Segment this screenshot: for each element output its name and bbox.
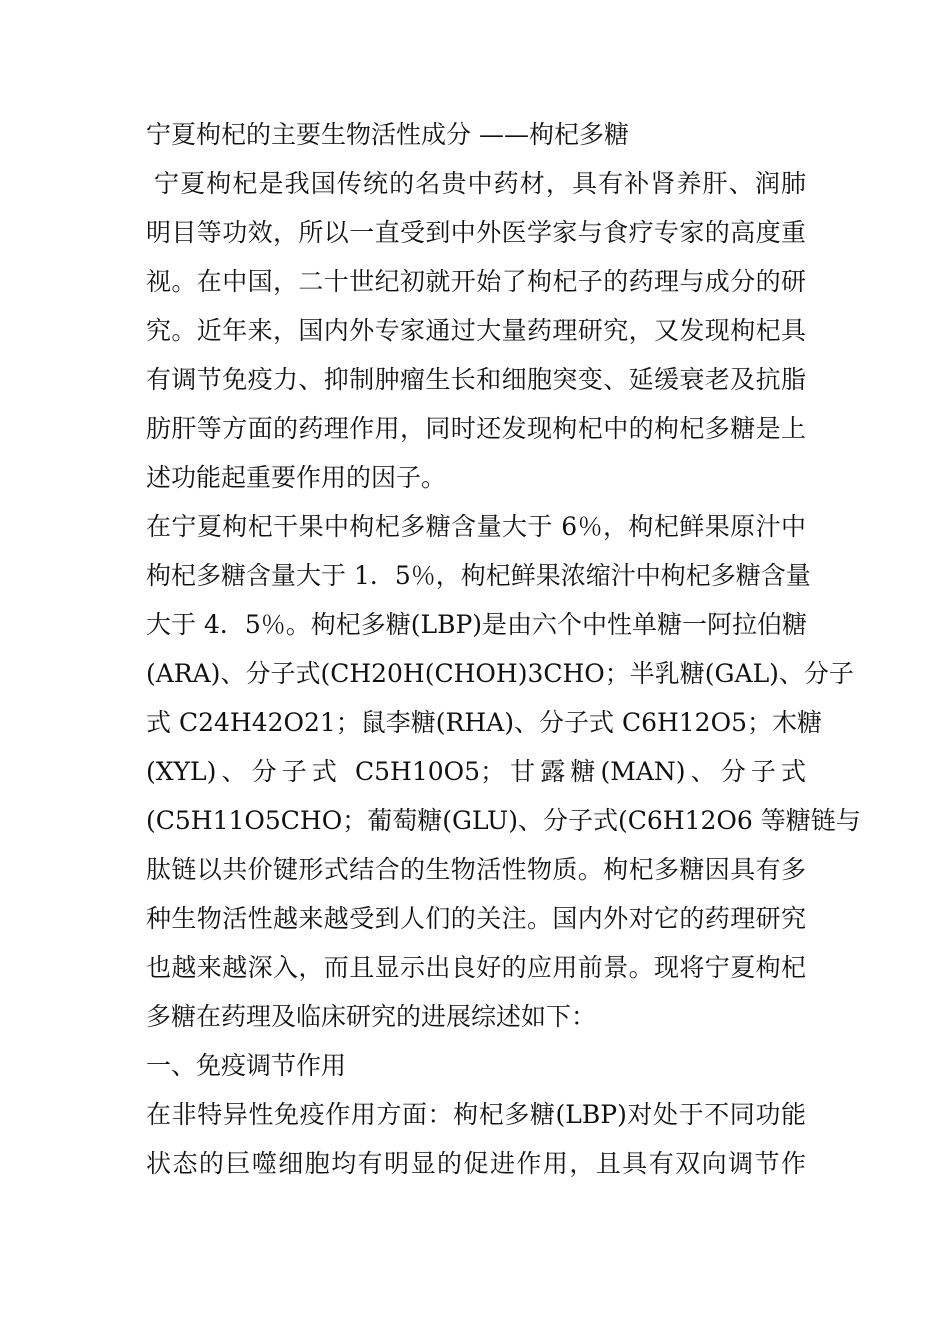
- section-heading: 一、免疫调节作用: [146, 1051, 347, 1080]
- paragraph-line: 肪肝等方面的药理作用，同时还发现枸杞中的枸杞多糖是上: [146, 414, 806, 443]
- paragraph-line: 述功能起重要作用的因子。: [146, 463, 447, 492]
- paragraph-line: (C5H11O5CHO；葡萄糖(GLU)、分子式(C6H12O6 等糖链与: [146, 806, 861, 835]
- paragraph-line: 究。近年来，国内外专家通过大量药理研究，又发现枸杞具: [146, 316, 806, 345]
- paragraph-line: 大于 4．5％。枸杞多糖(LBP)是由六个中性单糖一阿拉伯糖: [146, 610, 808, 639]
- paragraph-line: 在非特异性免疫作用方面：枸杞多糖(LBP)对处于不同功能: [146, 1100, 806, 1129]
- document-body: [146, 110, 861, 1188]
- paragraph-line: 枸杞多糖含量大于 1．5％，枸杞鲜果浓缩汁中枸杞多糖含量: [146, 561, 811, 590]
- paragraph-line: 种生物活性越来越受到人们的关注。国内外对它的药理研究: [146, 904, 806, 933]
- paragraph-line: 状态的巨噬细胞均有明显的促进作用，且具有双向调节作: [146, 1149, 806, 1178]
- paragraph-line: 肽链以共价键形式结合的生物活性物质。枸杞多糖因具有多: [146, 855, 806, 884]
- paragraph-line: 在宁夏枸杞干果中枸杞多糖含量大于 6％，枸杞鲜果原汁中: [146, 512, 806, 541]
- paragraph-line: 多糖在药理及临床研究的进展综述如下：: [146, 1002, 597, 1031]
- paragraph-line: (ARA)、分子式(CH20H(CHOH)3CHO；半乳糖(GAL)、分子: [146, 659, 854, 688]
- document-title: 宁夏枸杞的主要生物活性成分 ——枸杞多糖: [146, 120, 629, 149]
- paragraph-line: (XYL)、分子式 C5H10O5；甘露糖(MAN)、分子式: [146, 757, 806, 786]
- paragraph-line: 视。在中国，二十世纪初就开始了枸杞子的药理与成分的研: [146, 267, 806, 296]
- paragraph-line: 也越来越深入，而且显示出良好的应用前景。现将宁夏枸杞: [146, 953, 806, 982]
- paragraph-line: 明目等功效，所以一直受到中外医学家与食疗专家的高度重: [146, 218, 806, 247]
- paragraph-line: 式 C24H42O21；鼠李糖(RHA)、分子式 C6H12O5；木糖: [146, 708, 822, 737]
- paragraph-line: 宁夏枸杞是我国传统的名贵中药材，具有补肾养肝、润肺: [154, 169, 806, 198]
- paragraph-line: 有调节免疫力、抑制肿瘤生长和细胞突变、延缓衰老及抗脂: [146, 365, 806, 394]
